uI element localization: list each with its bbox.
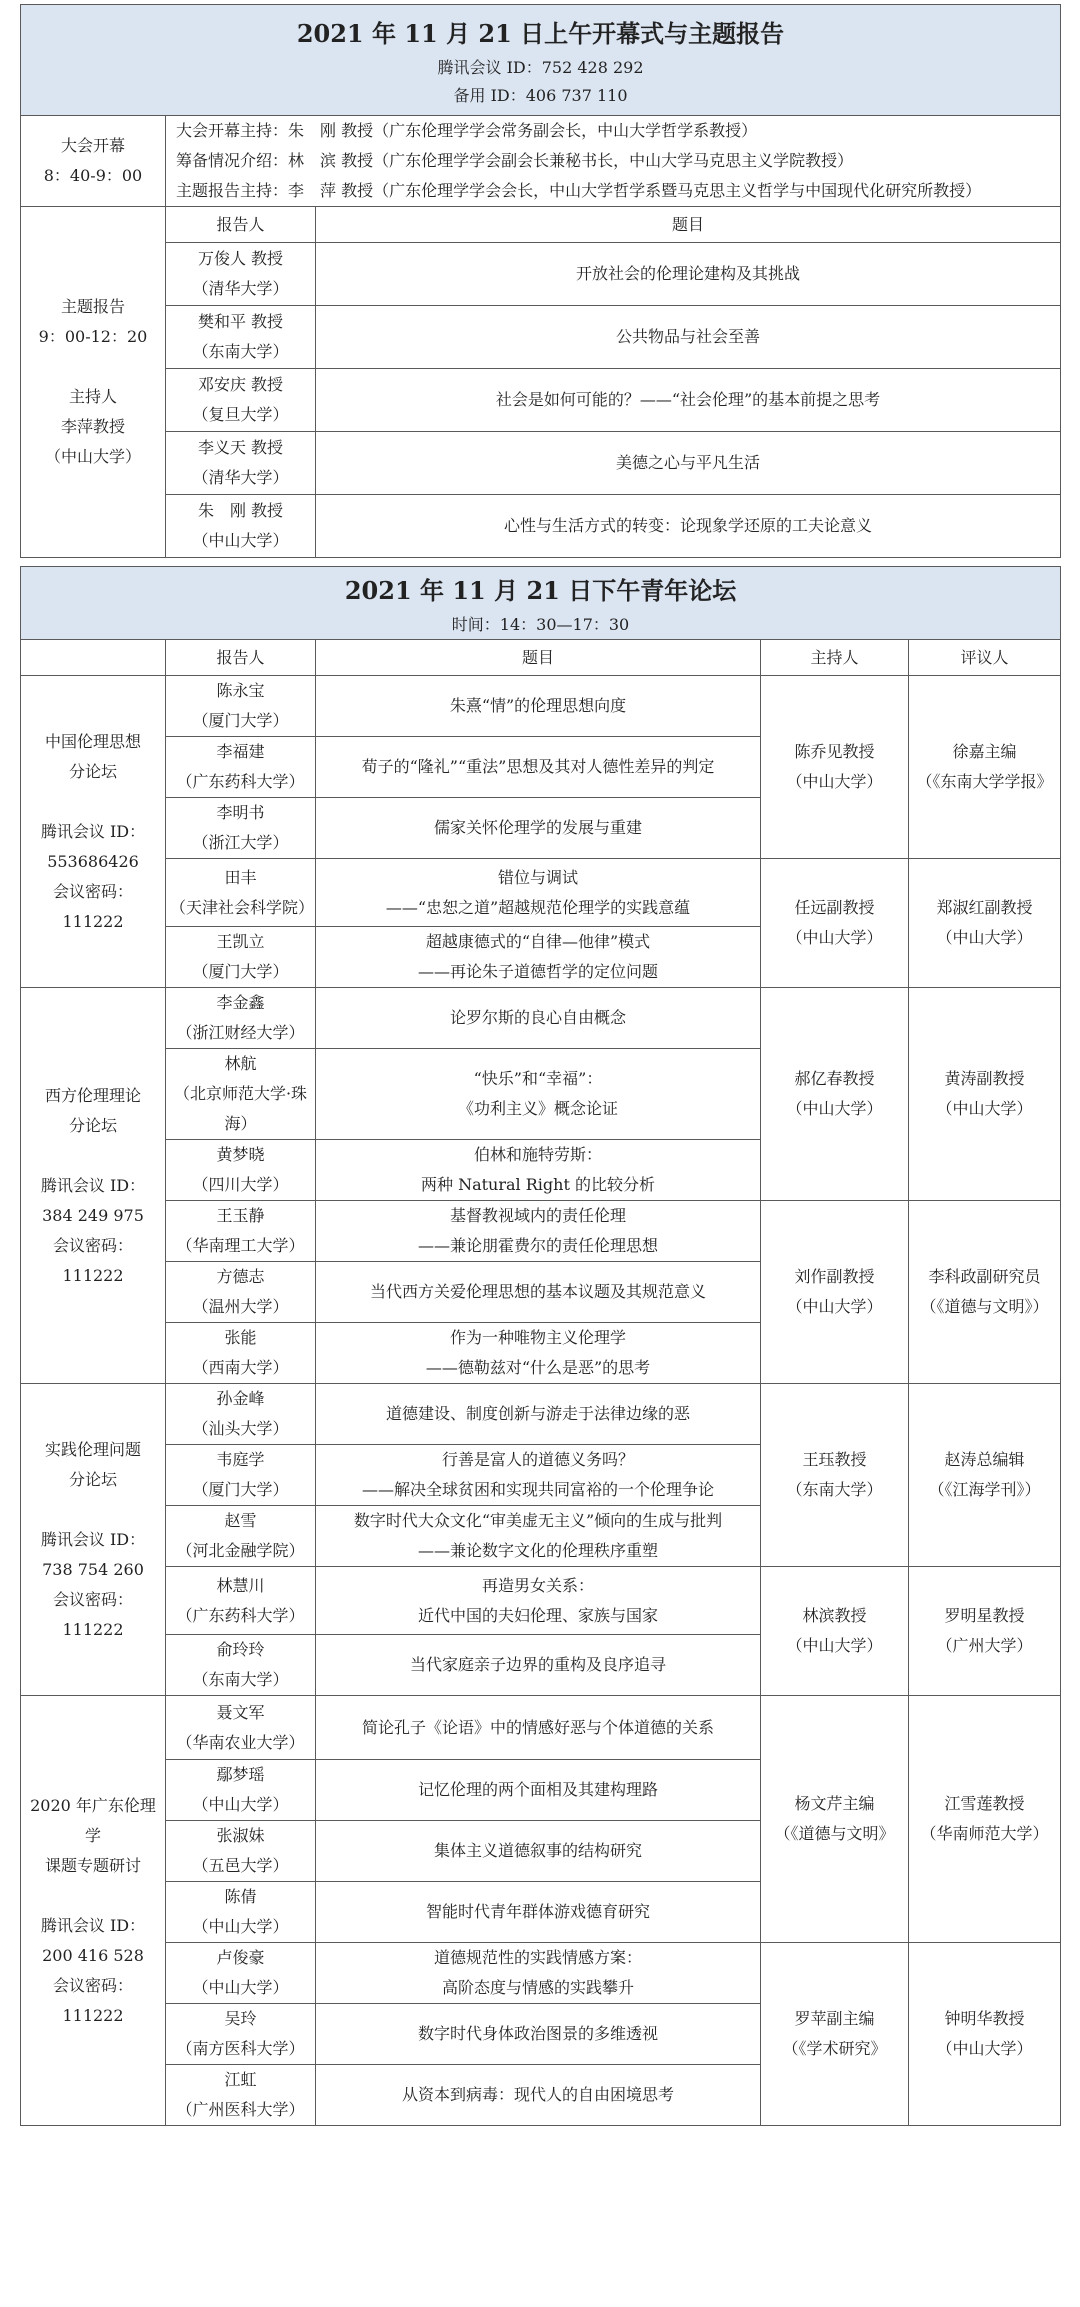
afternoon-schedule-table: [20, 566, 1061, 2126]
topic-cell: [316, 2004, 761, 2065]
keynote-time: 9：00-12：20: [38, 327, 148, 346]
reviewer-cell: [909, 1567, 1061, 1696]
topic-line: ——兼论数字文化的伦理秩序重塑: [417, 1541, 658, 1560]
host-cell: [761, 1201, 909, 1384]
speaker-cell: [166, 1049, 316, 1140]
topic-line: 数字时代大众文化“审美虚无主义”倾向的生成与批判: [353, 1511, 723, 1530]
topic-line: 高阶态度与情感的实践攀升: [441, 1978, 634, 1997]
forum-meeting-id: 738 754 260: [42, 1559, 144, 1579]
speaker-cell: [166, 1635, 316, 1696]
reviewer-org: （广州大学）: [936, 1636, 1033, 1655]
speaker-name: 韦庭学: [216, 1450, 265, 1469]
host-name: 王珏教授: [802, 1450, 867, 1469]
topic-line: 《功利主义》概念论证: [457, 1099, 618, 1118]
keynote-speaker-cell: [166, 432, 316, 495]
speaker-org: （西南大学）: [192, 1358, 289, 1377]
forum-col-blank: [21, 640, 166, 676]
speaker-name: 陈倩: [224, 1887, 257, 1906]
speaker-cell: [166, 798, 316, 859]
topic-line: 当代家庭亲子边界的重构及良序追寻: [409, 1655, 666, 1674]
keynote-topic: 社会是如何可能的？——“社会伦理”的基本前提之思考: [316, 369, 1061, 432]
speaker-name: 樊和平 教授: [197, 312, 284, 331]
speaker-org: （复旦大学）: [192, 405, 289, 424]
speaker-org: （广州医科大学）: [176, 2100, 305, 2119]
topic-line: 智能时代青年群体游戏德育研究: [425, 1902, 650, 1921]
topic-line: 作为一种唯物主义伦理学: [449, 1328, 626, 1347]
table-row: [21, 988, 1061, 1049]
forum-name-cell: [21, 1696, 166, 2126]
speaker-cell: [166, 1696, 316, 1760]
speaker-name: 聂文军: [216, 1702, 265, 1722]
speaker-cell: [166, 676, 316, 737]
host-org: （《道德与文明》: [774, 1824, 895, 1843]
speaker-cell: [166, 1821, 316, 1882]
topic-cell: [316, 1445, 761, 1506]
topic-cell: [316, 988, 761, 1049]
reviewer-org: （《道德与文明》）: [920, 1297, 1049, 1316]
reviewer-cell: [909, 1696, 1061, 1943]
table-row: [21, 1696, 1061, 1760]
topic-line: 朱熹“情”的伦理思想向度: [449, 696, 627, 715]
reviewer-org: （《东南大学学报》: [916, 772, 1053, 791]
topic-cell: [316, 1201, 761, 1262]
topic-cell: [316, 1760, 761, 1821]
host-name: 刘作副教授: [794, 1267, 875, 1286]
topic-cell: [316, 927, 761, 988]
speaker-org: （华南理工大学）: [176, 1236, 305, 1255]
speaker-cell: [166, 1943, 316, 2004]
opening-label-cell: [21, 116, 166, 207]
forum-meeting-label: 腾讯会议 ID：: [40, 1529, 146, 1549]
topic-line: 简论孔子《论语》中的情感好恶与个体道德的关系: [361, 1717, 714, 1737]
speaker-org: （厦门大学）: [192, 962, 289, 981]
forum-password: 会议密码：111222: [52, 1975, 133, 2025]
speaker-org: （中山大学）: [192, 1795, 289, 1814]
speaker-cell: [166, 2004, 316, 2065]
speaker-org: （华南农业大学）: [176, 1732, 305, 1752]
forum-meeting-label: 腾讯会议 ID：: [40, 1915, 146, 1935]
topic-line: ——解决全球贫困和实现共同富裕的一个伦理争论: [361, 1480, 714, 1499]
forum-name: 课题专题研讨: [44, 1855, 141, 1875]
forum-meeting-id: 553686426: [47, 851, 139, 871]
reviewer-name: 郑淑红副教授: [936, 898, 1033, 917]
keynote-label: 主题报告: [60, 297, 125, 316]
speaker-cell: [166, 1201, 316, 1262]
speaker-org: （清华大学）: [192, 279, 289, 298]
topic-cell: [316, 676, 761, 737]
host-org: （中山大学）: [786, 928, 883, 947]
forum-password: 会议密码：111222: [52, 881, 133, 931]
speaker-name: 李义天 教授: [197, 438, 284, 457]
reviewer-org: （中山大学）: [936, 1099, 1033, 1118]
host-name: 郝亿春教授: [794, 1069, 875, 1088]
topic-line: “快乐”和“幸福”：: [473, 1069, 603, 1088]
speaker-name: 田丰: [224, 867, 257, 887]
morning-meeting-id: 腾讯会议 ID：752 428 292: [437, 58, 644, 77]
speaker-org: （温州大学）: [192, 1297, 289, 1316]
table-row: [21, 1943, 1061, 2004]
opening-time: 8：40-9：00: [43, 166, 143, 185]
speaker-name: 俞玲玲: [216, 1640, 265, 1659]
table-row: [21, 1384, 1061, 1445]
topic-cell: [316, 2065, 761, 2126]
host-org: （中山大学）: [786, 1297, 883, 1316]
morning-title: 2021 年 11 月 21 日上午开幕式与主题报告: [296, 19, 785, 48]
forum-meeting-label: 腾讯会议 ID：: [40, 821, 146, 841]
reviewer-org: （中山大学）: [936, 2039, 1033, 2058]
speaker-cell: [166, 2065, 316, 2126]
speaker-cell: [166, 1384, 316, 1445]
speaker-cell: [166, 1882, 316, 1943]
forum-col-speaker: 报告人: [166, 640, 316, 676]
host-org: （中山大学）: [786, 1099, 883, 1118]
reviewer-org: （中山大学）: [936, 928, 1033, 947]
speaker-org: （中山大学）: [192, 1917, 289, 1936]
topic-cell: [316, 1323, 761, 1384]
reviewer-org: （《江海学刊》）: [928, 1480, 1041, 1499]
host-cell: [761, 676, 909, 859]
host-org: （东南大学）: [786, 1480, 883, 1499]
topic-line: 超越康德式的“自律—他律”模式: [425, 932, 651, 951]
opening-label: 大会开幕: [60, 136, 125, 155]
host-name: 陈乔见教授: [794, 742, 875, 761]
topic-cell: [316, 1821, 761, 1882]
topic-cell: [316, 1567, 761, 1635]
speaker-cell: [166, 737, 316, 798]
reviewer-name: 黄涛副教授: [944, 1069, 1025, 1088]
speaker-cell: [166, 1760, 316, 1821]
topic-line: 伯林和施特劳斯：: [473, 1145, 602, 1164]
topic-cell: [316, 1635, 761, 1696]
speaker-cell: [166, 1262, 316, 1323]
speaker-org: （北京师范大学·珠海）: [173, 1084, 308, 1133]
forum-name: 实践伦理问题: [44, 1439, 141, 1459]
afternoon-time: 时间：14：30—17：30: [451, 615, 630, 634]
forum-col-host: 主持人: [761, 640, 909, 676]
keynote-col-topic: 题目: [316, 207, 1061, 243]
speaker-name: 王凯立: [216, 932, 265, 951]
keynote-host-org: （中山大学）: [44, 447, 141, 466]
forum-col-topic: 题目: [316, 640, 761, 676]
topic-cell: [316, 1049, 761, 1140]
speaker-name: 万俊人 教授: [197, 249, 284, 268]
topic-line: 两种 Natural Right 的比较分析: [421, 1175, 655, 1194]
host-name: 林滨教授: [802, 1606, 867, 1625]
topic-line: 从资本到病毒：现代人的自由困境思考: [401, 2085, 674, 2104]
topic-line: ——兼论朋霍费尔的责任伦理思想: [417, 1236, 658, 1255]
speaker-cell: [166, 1506, 316, 1567]
speaker-org: （汕头大学）: [192, 1419, 289, 1438]
speaker-org: （清华大学）: [192, 468, 289, 487]
topic-cell: [316, 859, 761, 927]
keynote-topic: 开放社会的伦理论建构及其挑战: [316, 243, 1061, 306]
speaker-name: 张能: [224, 1328, 257, 1347]
speaker-name: 江虹: [224, 2070, 257, 2089]
table-row: [21, 859, 1061, 927]
reviewer-name: 李科政副研究员: [928, 1267, 1041, 1286]
speaker-org: （厦门大学）: [192, 1480, 289, 1499]
speaker-name: 陈永宝: [216, 681, 265, 700]
reviewer-name: 江雪莲教授: [944, 1794, 1025, 1813]
topic-line: 论罗尔斯的良心自由概念: [449, 1008, 626, 1027]
reviewer-cell: [909, 988, 1061, 1201]
speaker-org: （中山大学）: [192, 1978, 289, 1997]
forum-name: 2020 年广东伦理学: [30, 1795, 156, 1845]
schedule-document: [20, 0, 1060, 2126]
speaker-cell: [166, 1445, 316, 1506]
forum-col-reviewer: 评议人: [909, 640, 1061, 676]
host-cell: [761, 1384, 909, 1567]
morning-schedule-table: [20, 4, 1061, 558]
keynote-speaker-cell: [166, 495, 316, 558]
speaker-org: （广东药科大学）: [176, 772, 305, 791]
speaker-org: （广东药科大学）: [176, 1605, 305, 1625]
host-org: （中山大学）: [786, 772, 883, 791]
speaker-cell: [166, 1323, 316, 1384]
topic-cell: [316, 737, 761, 798]
topic-line: 数字时代身体政治图景的多维透视: [417, 2024, 658, 2043]
speaker-name: 王玉静: [216, 1206, 265, 1225]
topic-cell: [316, 1506, 761, 1567]
reviewer-cell: [909, 676, 1061, 859]
table-row: [21, 1201, 1061, 1262]
topic-cell: [316, 798, 761, 859]
topic-line: 道德规范性的实践情感方案：: [433, 1948, 642, 1967]
forum-password: 会议密码：111222: [52, 1589, 133, 1639]
forum-name: 分论坛: [68, 761, 117, 781]
topic-cell: [316, 1262, 761, 1323]
reviewer-name: 徐嘉主编: [952, 742, 1017, 761]
keynote-topic: 公共物品与社会至善: [316, 306, 1061, 369]
speaker-name: 鄢梦瑶: [216, 1765, 265, 1784]
speaker-name: 张淑妹: [216, 1826, 265, 1845]
topic-line: 集体主义道德叙事的结构研究: [433, 1841, 642, 1860]
keynote-col-speaker: 报告人: [166, 207, 316, 243]
host-org: （《学术研究》: [782, 2039, 887, 2058]
forum-name: 西方伦理理论: [44, 1085, 141, 1105]
speaker-cell: [166, 927, 316, 988]
speaker-org: （天津社会科学院）: [170, 897, 315, 917]
topic-line: 基督教视域内的责任伦理: [449, 1206, 626, 1225]
forum-table-body: [21, 640, 1061, 2126]
topic-line: 当代西方关爱伦理思想的基本议题及其规范意义: [369, 1282, 706, 1301]
speaker-name: 林航: [224, 1054, 257, 1073]
speaker-org: （南方医科大学）: [176, 2039, 305, 2058]
forum-password: 会议密码：111222: [52, 1235, 133, 1285]
topic-cell: [316, 1384, 761, 1445]
speaker-name: 孙金峰: [216, 1389, 265, 1408]
topic-line: ——“忠恕之道”超越规范伦理学的实践意蕴: [385, 897, 691, 917]
topic-line: 儒家关怀伦理学的发展与重建: [433, 818, 642, 837]
topic-line: 道德建设、制度创新与游走于法律边缘的恶: [385, 1404, 690, 1423]
table-row: [21, 676, 1061, 737]
forum-meeting-label: 腾讯会议 ID：: [40, 1175, 146, 1195]
topic-cell: [316, 1140, 761, 1201]
topic-line: ——再论朱子道德哲学的定位问题: [417, 962, 658, 981]
speaker-name: 卢俊豪: [216, 1948, 265, 1967]
keynote-speaker-cell: [166, 306, 316, 369]
speaker-name: 邓安庆 教授: [197, 375, 284, 394]
keynote-speaker-cell: [166, 369, 316, 432]
speaker-name: 李明书: [216, 803, 265, 822]
forum-name: 分论坛: [68, 1115, 117, 1135]
host-cell: [761, 1567, 909, 1696]
speaker-org: （浙江财经大学）: [176, 1023, 305, 1042]
keynote-topic: 心性与生活方式的转变：论现象学还原的工夫论意义: [316, 495, 1061, 558]
speaker-cell: [166, 1567, 316, 1635]
host-name: 任远副教授: [794, 898, 875, 917]
afternoon-title: 2021 年 11 月 21 日下午青年论坛: [344, 576, 737, 605]
host-cell: [761, 988, 909, 1201]
reviewer-cell: [909, 859, 1061, 988]
reviewer-cell: [909, 1943, 1061, 2126]
speaker-org: （河北金融学院）: [176, 1541, 305, 1560]
table-row: [21, 1567, 1061, 1635]
reviewer-name: 赵涛总编辑: [944, 1450, 1025, 1469]
forum-name-cell: [21, 988, 166, 1384]
topic-cell: [316, 1943, 761, 2004]
speaker-name: 吴玲: [224, 2009, 257, 2028]
host-cell: [761, 1696, 909, 1943]
speaker-name: 朱 刚 教授: [197, 501, 284, 520]
topic-line: 荀子的“隆礼”“重法”思想及其对人德性差异的判定: [361, 757, 715, 776]
speaker-name: 赵雪: [224, 1511, 257, 1530]
topic-line: ——德勒兹对“什么是恶”的思考: [425, 1358, 651, 1377]
speaker-org: （中山大学）: [192, 531, 289, 550]
host-name: 罗苹副主编: [794, 2009, 875, 2028]
forum-name-cell: [21, 1384, 166, 1696]
host-org: （中山大学）: [786, 1636, 883, 1655]
host-cell: [761, 859, 909, 988]
morning-header: [21, 5, 1061, 116]
speaker-cell: [166, 988, 316, 1049]
speaker-name: 方德志: [216, 1267, 265, 1286]
forum-name: 分论坛: [68, 1469, 117, 1489]
keynote-label-cell: [21, 207, 166, 558]
host-cell: [761, 1943, 909, 2126]
forum-meeting-id: 200 416 528: [42, 1945, 144, 1965]
forum-name: 中国伦理思想: [44, 731, 141, 751]
keynote-host-name: 李萍教授: [60, 417, 125, 436]
reviewer-name: 钟明华教授: [944, 2009, 1025, 2028]
reviewer-cell: [909, 1384, 1061, 1567]
speaker-name: 李金鑫: [216, 993, 265, 1012]
reviewer-org: （华南师范大学）: [920, 1824, 1049, 1843]
host-name: 杨文芹主编: [794, 1794, 875, 1813]
opening-host-line: 筹备情况介绍：林 滨 教授（广东伦理学学会副会长兼秘书长，中山大学马克思主义学院教授）: [176, 151, 854, 170]
speaker-cell: [166, 1140, 316, 1201]
forum-meeting-id: 384 249 975: [42, 1205, 144, 1225]
reviewer-cell: [909, 1201, 1061, 1384]
topic-line: 再造男女关系：: [481, 1575, 594, 1595]
speaker-name: 林慧川: [216, 1575, 265, 1595]
morning-backup-id: 备用 ID：406 737 110: [453, 86, 628, 105]
topic-cell: [316, 1696, 761, 1760]
opening-host-line: 主题报告主持：李 萍 教授（广东伦理学学会会长，中山大学哲学系暨马克思主义哲学与中国现代化研究所教授）: [176, 181, 982, 200]
keynote-host-label: 主持人: [68, 387, 117, 406]
speaker-org: （厦门大学）: [192, 711, 289, 730]
topic-line: 记忆伦理的两个面相及其建构理路: [417, 1780, 658, 1799]
speaker-org: （四川大学）: [192, 1175, 289, 1194]
speaker-org: （东南大学）: [192, 342, 289, 361]
speaker-org: （东南大学）: [192, 1670, 289, 1689]
speaker-org: （浙江大学）: [192, 833, 289, 852]
topic-line: 错位与调试: [497, 867, 578, 887]
forum-name-cell: [21, 676, 166, 988]
reviewer-name: 罗明星教授: [944, 1606, 1025, 1625]
speaker-org: （五邑大学）: [192, 1856, 289, 1875]
speaker-name: 黄梦晓: [216, 1145, 265, 1164]
keynote-topic: 美德之心与平凡生活: [316, 432, 1061, 495]
topic-line: 近代中国的夫妇伦理、家族与国家: [417, 1605, 658, 1625]
opening-host-line: 大会开幕主持：朱 刚 教授（广东伦理学学会常务副会长，中山大学哲学系教授）: [176, 121, 758, 140]
keynote-speaker-cell: [166, 243, 316, 306]
opening-hosts-cell: [166, 116, 1061, 207]
afternoon-header: [21, 567, 1061, 640]
topic-cell: [316, 1882, 761, 1943]
speaker-cell: [166, 859, 316, 927]
topic-line: 行善是富人的道德义务吗？: [441, 1450, 634, 1469]
speaker-name: 李福建: [216, 742, 265, 761]
